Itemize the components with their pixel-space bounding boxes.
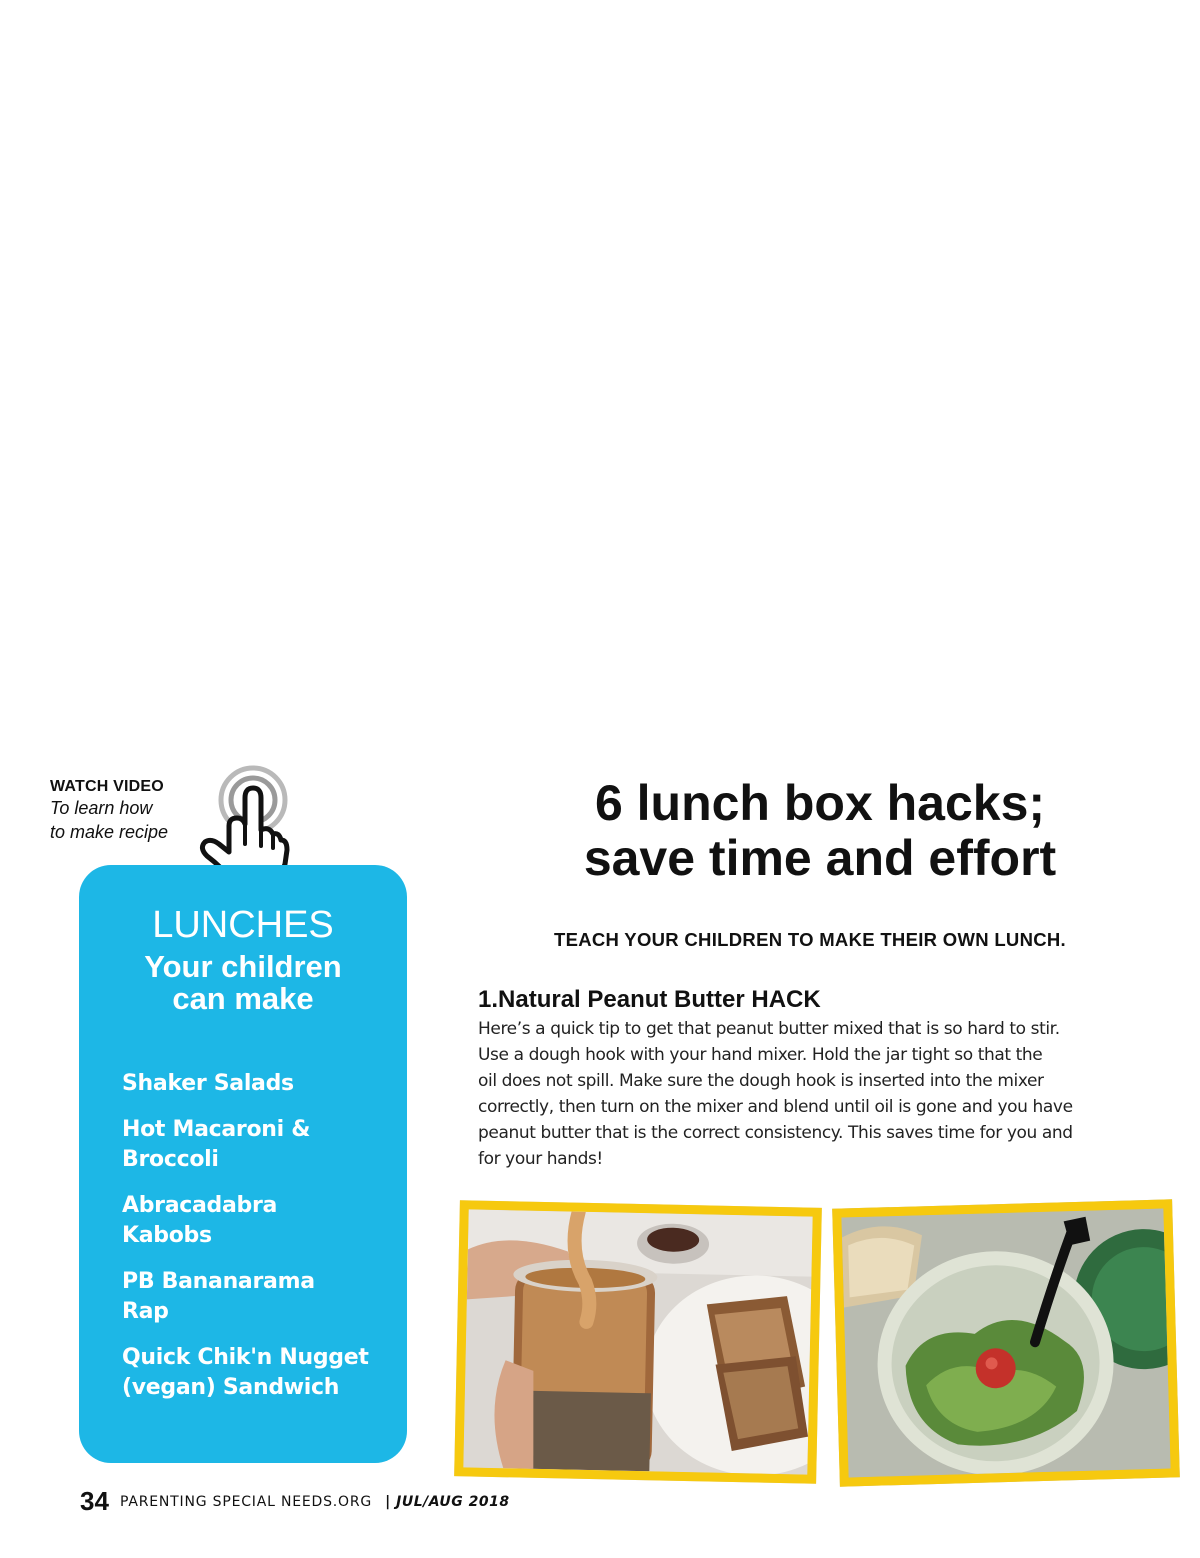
magazine-name: PARENTING SPECIAL NEEDS.ORG: [120, 1493, 373, 1510]
lunches-panel: [79, 865, 407, 1463]
hack-1-line: correctly, then turn on the mixer and blend until oil is gone and you have: [478, 1097, 1073, 1117]
page-footer: [80, 1486, 510, 1517]
watch-video-line1: To learn how: [50, 798, 153, 818]
watch-video-callout[interactable]: [50, 778, 200, 844]
recipe-name: Abracadabra: [122, 1193, 278, 1218]
recipe-name-cont: Rap: [122, 1299, 169, 1324]
recipe-item[interactable]: [122, 1191, 392, 1251]
lunches-title: LUNCHES: [152, 904, 334, 946]
issue-date: | JUL/AUG 2018: [385, 1493, 510, 1510]
recipe-name: Hot Macaroni &: [122, 1117, 311, 1142]
recipe-name-cont: Broccoli: [122, 1147, 219, 1172]
recipe-item[interactable]: [122, 1069, 392, 1099]
page-number: 34: [80, 1486, 109, 1516]
recipe-name-cont: Kabobs: [122, 1223, 212, 1248]
hack-1-body: [478, 1016, 1138, 1172]
hack-1-title: 1.Natural Peanut Butter HACK: [478, 986, 821, 1013]
article-headline: [470, 776, 1170, 886]
recipe-name-cont: (vegan) Sandwich: [122, 1375, 340, 1400]
recipe-item[interactable]: [122, 1343, 392, 1403]
hack-1-line: for your hands!: [478, 1149, 603, 1169]
watch-video-line2: to make recipe: [50, 822, 169, 842]
shaker-salad-photo: [832, 1199, 1180, 1486]
headline-line2: save time and effort: [583, 830, 1057, 886]
recipe-item[interactable]: [122, 1267, 392, 1327]
hack-1-line: peanut butter that is the correct consistency. This saves time for you and: [478, 1123, 1073, 1143]
hack-1-line: oil does not spill. Make sure the dough hook is inserted into the mixer: [478, 1071, 1044, 1091]
headline-line1: 6 lunch box hacks;: [594, 775, 1046, 831]
lunches-subtitle: [79, 951, 407, 1015]
article-subhead: TEACH YOUR CHILDREN TO MAKE THEIR OWN LUNCH.: [553, 929, 1066, 950]
hack-1-line: Here’s a quick tip to get that peanut butter mixed that is so hard to stir.: [478, 1019, 1060, 1039]
recipe-name: Shaker Salads: [122, 1071, 294, 1096]
peanut-butter-photo: [454, 1200, 822, 1484]
recipe-name: Quick Chik'n Nugget: [122, 1345, 369, 1370]
hack-1-line: Use a dough hook with your hand mixer. Hold the jar tight so that the: [478, 1045, 1043, 1065]
watch-video-label: WATCH VIDEO: [50, 778, 164, 795]
lunches-subtitle-line1: Your children: [144, 949, 342, 984]
recipe-name: PB Bananarama: [122, 1269, 315, 1294]
recipe-item[interactable]: [122, 1115, 392, 1175]
recipe-list: [122, 1069, 392, 1419]
lunches-subtitle-line2: can make: [172, 981, 314, 1016]
